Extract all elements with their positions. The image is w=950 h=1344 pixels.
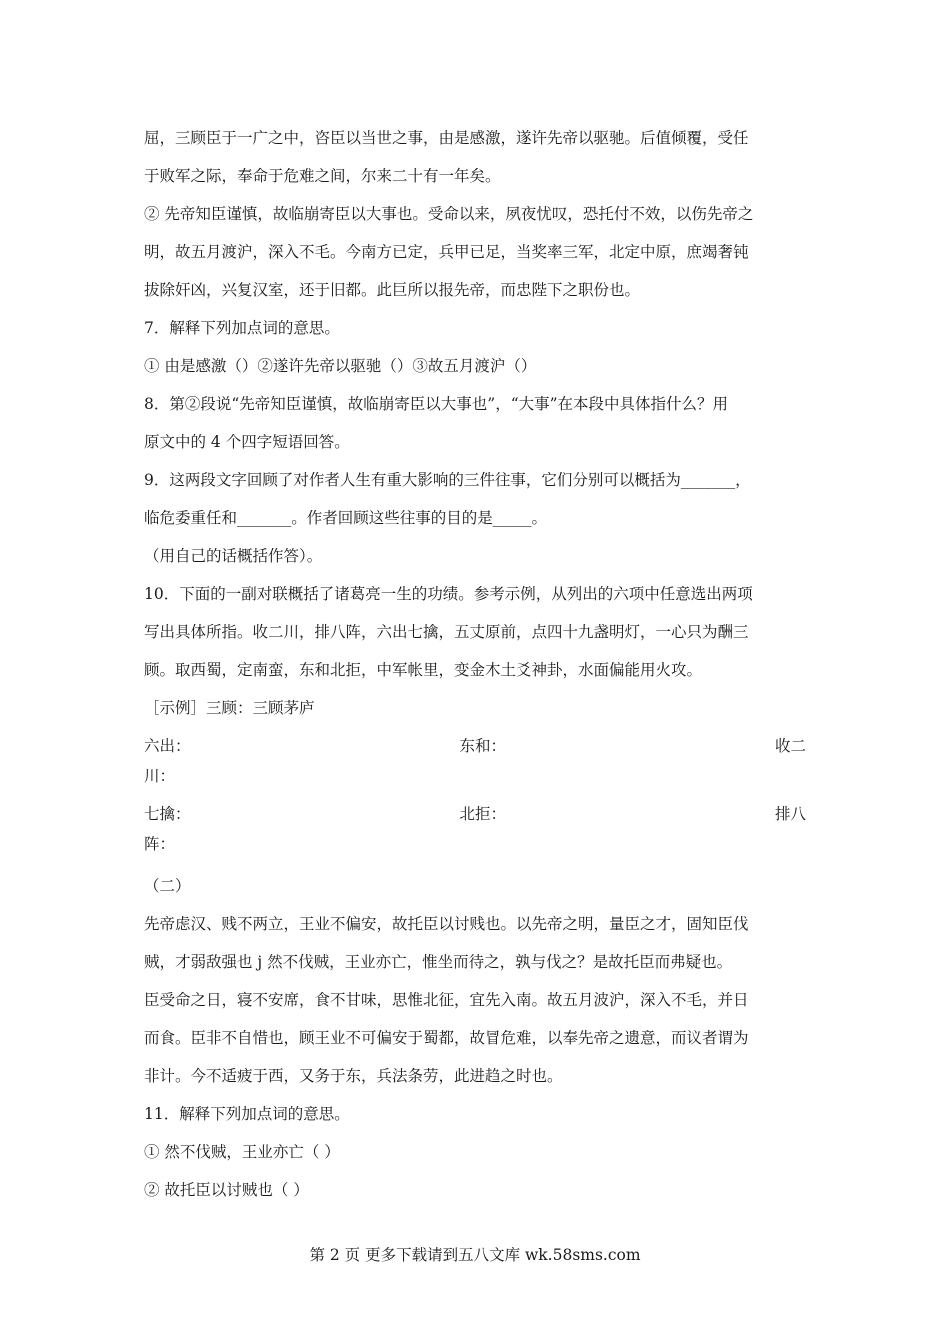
example-line: ［示例］三顾：三顾茅庐 — [144, 699, 315, 717]
question-11-item: ① 然不伐贼，王业亦亡（ ） — [144, 1143, 340, 1161]
text-line: 先帝虑汉、贱不两立，王业不偏安，故托臣以讨贱也。以先帝之明，量臣之才，固知臣伐 — [144, 915, 749, 933]
text-line: 临危委重任和_______。作者回顾这些往事的目的是_____。 — [144, 509, 548, 527]
answer-label: 川： — [144, 767, 176, 785]
answer-label: 排八 — [774, 805, 806, 823]
question-7-items: ① 由是感激（）②遂许先帝以驱驰（）③故五月渡沪（） — [144, 357, 537, 375]
text-line: 贼，才弱敌强也 j 然不伐贼，王业亦亡，惟坐而待之，孰与伐之？是故托臣而弗疑也。 — [144, 953, 733, 971]
question-10: 10．下面的一副对联概括了诸葛亮一生的功绩。参考示例，从列出的六项中任意选出两项 — [144, 585, 753, 603]
answer-row-1 — [144, 735, 806, 757]
answer-label: 收二 — [774, 737, 806, 755]
text-line: 屈，三顾臣于一广之中，咨臣以当世之事，由是感激，遂许先帝以驱驰。后值倾覆，受任 — [144, 129, 749, 147]
answer-label: 六出： — [144, 737, 191, 755]
text-line: ② 先帝知臣谨慎，故临崩寄臣以大事也。受命以来，夙夜忧叹，恐托付不效，以伤先帝之 — [144, 205, 754, 223]
text-line: 明，故五月渡沪，深入不毛。今南方已定，兵甲已足，当奖率三军，北定中原，庶竭奢钝 — [144, 243, 749, 261]
text-line: 写出具体所指。收二川，排八阵，六出七擒，五丈原前，点四十九盏明灯，一心只为酬三 — [144, 623, 749, 641]
text-line: 原文中的 4 个四字短语回答。 — [144, 433, 350, 451]
section-heading: （二） — [144, 877, 191, 895]
page-footer: 第 2 页 更多下载请到五八文库 wk.58sms.com — [309, 1246, 641, 1264]
question-9: 9．这两段文字回顾了对作者人生有重大影响的三件往事，它们分别可以概括为_______， — [144, 471, 751, 489]
text-line: 于败军之际，奉命于危难之间，尔来二十有一年矣。 — [144, 167, 501, 185]
answer-label: 东和： — [459, 737, 506, 755]
text-line: 非计。今不适疲于西，又务于东，兵法条劳，此进趋之时也。 — [144, 1067, 563, 1085]
question-11: 11．解释下列加点词的意思。 — [144, 1105, 350, 1123]
answer-label: 北拒： — [459, 805, 506, 823]
answer-row-2 — [144, 803, 806, 825]
question-11-item: ② 故托臣以讨贼也（ ） — [144, 1181, 309, 1199]
question-8: 8．第②段说“先帝知臣谨慎，故临崩寄臣以大事也”，“大事”在本段中具体指什么？用 — [144, 395, 729, 413]
question-7: 7．解释下列加点词的意思。 — [144, 319, 340, 337]
text-line: 而食。臣非不自惜也，顾王业不可偏安于蜀都，故冒危难，以奉先帝之遗意，而议者谓为 — [144, 1029, 749, 1047]
text-line: （用自己的话概括作答）。 — [144, 547, 323, 565]
text-line: 顾。取西蜀，定南蛮，东和北拒，中军帐里，变金木土爻神卦，水面偏能用火攻。 — [144, 661, 703, 679]
text-line: 臣受命之日，寝不安席，食不甘味，思惟北征，宜先入南。故五月波沪，深入不毛，并日 — [144, 991, 749, 1009]
text-line: 拔除奸凶，兴复汉室，还于旧都。此巨所以报先帝，而忠陛下之职份也。 — [144, 281, 641, 299]
answer-label: 七擒： — [144, 805, 191, 823]
answer-label: 阵： — [144, 835, 176, 853]
